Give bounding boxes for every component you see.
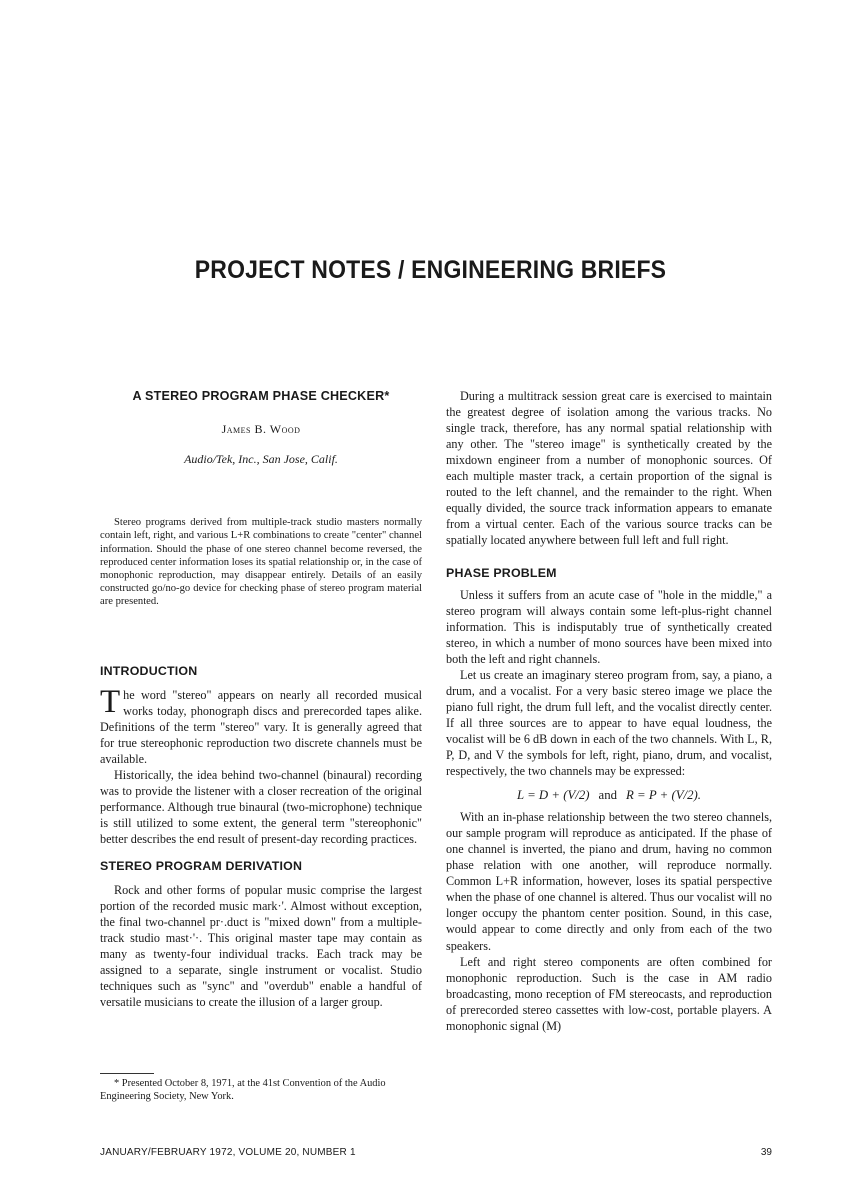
article-abstract — [100, 516, 422, 608]
equation-right: R = P + (V/2). — [626, 788, 701, 803]
page-title: PROJECT NOTES / ENGINEERING BRIEFS — [194, 256, 667, 284]
drop-cap: T — [100, 683, 121, 720]
phase-paragraph-2: Let us create an imaginary stereo program from, say, a piano, a drum, and a vocalist. For a very basic stereo image we place the piano full right, the drum full left, and the vocalist directly center. If all three sources are to appear to have equal loudness, the vocalist will be 6 dB down in each of the two channels. With L, R, P, D, and V the symbols for left, right, piano, drum, and vocalist, respectively, the two channels may be expressed: — [446, 667, 772, 779]
section-heading-phase-problem: PHASE PROBLEM — [446, 566, 557, 581]
phase-paragraph-3: With an in-phase relationship between the two stereo channels, our sample program will reproduce as anticipated. If the phase of one channel is inverted, the piano and drum, having no common phase relation with one another, will reproduce normally. Common L+R information, however, loses its spatial perspective when the phase of one channel is altered. Thus our vocalist will no longer occupy the phantom center position. Sound, in this case, would appear to come directly and only from each of the two speakers. — [446, 810, 772, 953]
equation-and: and — [598, 788, 617, 803]
phase-paragraph-4: Left and right stereo components are often combined for monophonic reproduction. Such is the case in AM radio broadcasting, mono reception of FM stereocasts, and reproduction of prerecorded stereo cassettes with low-cost, portable players. A monophonic signal (M) — [446, 954, 772, 1033]
section-heading-derivation: STEREO PROGRAM DERIVATION — [100, 859, 303, 874]
section-heading-introduction: INTRODUCTION — [100, 663, 198, 678]
equation — [446, 787, 772, 803]
derivation-paragraph-1: Rock and other forms of popular music comprise the largest portion of the recorded music mark·'. Almost without exception, the final two-channel pr·.duct is "mixed down" from a multiple-track studio mast·'·. This original master tape may contain as many as twenty-four individual tracks. Each track may be assigned to a separate, single instrument or vocalist. Studio techniques such as "sync" and "overdub" enable a handful of versatile musicians to create the illusion of a larger group. — [100, 883, 422, 1010]
abstract-text: Stereo programs derived from multiple-track studio masters normally contain left, right, and various L+R combinations to create "center" channel information. Should the phase of one stereo channel become reversed, the reproduced center information loses its spatial relationship or, in the case of monophonic reproduction, may disappear entirely. Details of an easily constructed go/no-go device for checking phase of stereo program material are presented. — [100, 517, 422, 608]
footnote: * Presented October 8, 1971, at the 41st Convention of the Audio Engineering Society, New York. — [100, 1078, 386, 1102]
left-column — [100, 388, 422, 1011]
footnote-rule — [100, 1073, 154, 1074]
introduction-paragraph-1-text: he word "stereo" appears on nearly all recorded musical works today, phonograph discs and prerecorded tapes alike. Definitions of the term "stereo" vary. It is generally agreed that for true stereophonic reproduction two discrete channels must be available. — [100, 687, 422, 766]
introduction-paragraph-2: Historically, the idea behind two-channel (binaural) recording was to provide the listener with a closer recreation of the original performance. Although true binaural (two-microphone) technique is still utilized to some extent, the general term "stereophonic" better describes the end result of present-day recording practices. — [100, 767, 422, 847]
equation-left: L = D + (V/2) — [517, 788, 590, 803]
phase-paragraph-1: Unless it suffers from an acute case of "hole in the middle," a stereo program will always contain some left-plus-right channel information. This is indisputably true of synthetically created stereo, in which a number of mono sources have been mixed into both the left and right channels. — [446, 587, 772, 666]
journal-issue: JANUARY/FEBRUARY 1972, VOLUME 20, NUMBER 1 — [100, 1147, 356, 1158]
introduction-paragraph-1 — [100, 683, 422, 767]
article-author: James B. Wood — [221, 422, 301, 437]
article-title: A STEREO PROGRAM PHASE CHECKER* — [132, 389, 390, 403]
page-number: 39 — [760, 1147, 772, 1158]
article-affiliation: Audio/Tek, Inc., San Jose, Calif. — [184, 452, 338, 467]
right-column — [446, 388, 772, 1034]
derivation-paragraph-2: During a multitrack session great care is exercised to maintain the greatest degree of isolation among the various tracks. No single track, therefore, has any normal spatial relationship with any other. The "stereo image" is synthetically created by the mixdown engineer from a number of monophonic sources. Of each multiple master track, a certain proportion of the signal is routed to the left channel, and the remainder to the right. When equally divided, the source track information appears to emanate from a virtual center. Each of the various source tracks can be spatially located anywhere between full left and full right. — [446, 389, 772, 548]
